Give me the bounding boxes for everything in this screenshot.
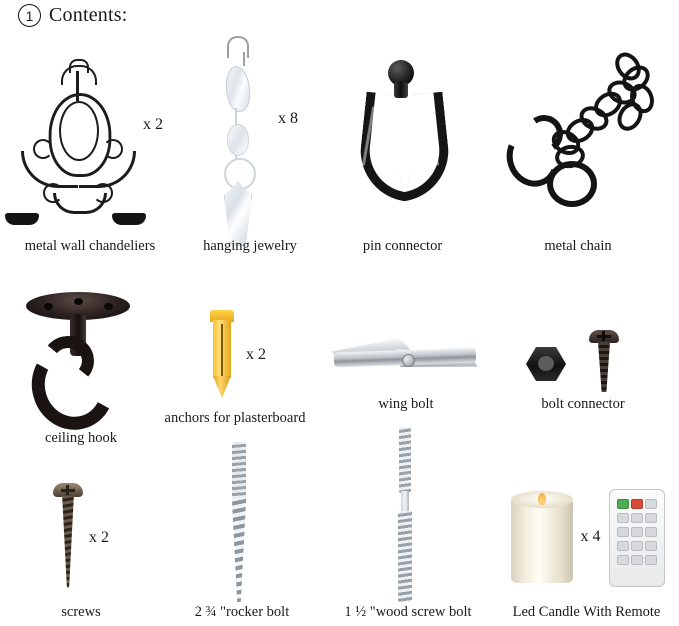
wing-bolt-caption: wing bolt (378, 396, 434, 412)
pin-connector-caption: pin connector (362, 238, 443, 254)
wing-bolt-illustration (330, 318, 482, 398)
hanging-jewelry-quantity: x 8 (278, 110, 298, 127)
bolt-connector-caption: bolt connector (541, 396, 625, 412)
pin-connector-caption-wrap (330, 238, 475, 255)
screws-caption: screws (61, 604, 101, 620)
led-candle-caption-wrap (494, 604, 679, 621)
rocker-bolt-icon (226, 442, 252, 602)
anchors-quantity: x 2 (246, 346, 266, 363)
item-anchors-for-plasterboard (140, 300, 330, 410)
page-title: Contents: (49, 4, 128, 26)
wing-bolt-icon (330, 328, 476, 388)
screw-icon (53, 483, 83, 593)
item-metal-wall-chandeliers (0, 40, 180, 210)
hanging-jewelry-illustration (170, 34, 330, 204)
screws-quantity: x 2 (89, 528, 109, 546)
item-hanging-jewelry (170, 34, 330, 204)
pin-connector-illustration (330, 44, 475, 214)
item-ceiling-hook (0, 290, 162, 420)
item-bolt-connector (488, 328, 678, 398)
led-candle-icon (511, 491, 573, 583)
crystal-pendant-icon (202, 32, 272, 207)
anchors-caption: anchors for plasterboard (164, 410, 306, 426)
ceiling-hook-icon (18, 290, 138, 420)
nut-and-bolt-icon (589, 330, 619, 396)
pin-connector-icon (345, 54, 455, 204)
metal-wall-chandeliers-illustration (0, 40, 180, 210)
item-wood-screw-bolt (328, 425, 488, 603)
bolt-connector-caption-wrap (488, 396, 678, 413)
metal-wall-chandeliers-caption-wrap (0, 238, 180, 255)
hanging-jewelry-caption: hanging jewelry (203, 238, 297, 254)
metal-wall-chandeliers-quantity: x 2 (143, 116, 163, 133)
bolt-connector-illustration (488, 328, 678, 398)
threaded-rod-icon (394, 427, 416, 602)
rocker-bolt-caption: 2 ¾ "rocker bolt (194, 604, 290, 620)
anchors-illustration (140, 300, 330, 410)
wing-bolt-caption-wrap (330, 396, 482, 413)
item-screws (0, 480, 162, 595)
led-candle-caption: Led Candle With Remote (512, 604, 661, 620)
ceiling-hook-caption-wrap (0, 430, 162, 447)
wood-screw-bolt-caption-wrap (328, 604, 488, 621)
rocker-bolt-caption-wrap (162, 604, 322, 621)
wood-screw-bolt-caption: 1 ½ "wood screw bolt (344, 604, 472, 620)
wood-screw-bolt-illustration (328, 425, 488, 603)
screws-illustration (0, 480, 162, 595)
ceiling-hook-caption: ceiling hook (44, 430, 118, 446)
hanging-jewelry-caption-wrap (170, 238, 330, 255)
item-rocker-bolt (162, 442, 322, 602)
screws-caption-wrap (0, 604, 162, 621)
item-wing-bolt (330, 318, 482, 398)
chain-icon (495, 49, 655, 209)
remote-control-icon (609, 489, 663, 585)
hex-nut-icon (525, 343, 567, 383)
metal-chain-caption: metal chain (544, 238, 612, 254)
wall-anchor-icon (204, 310, 240, 400)
step-number-badge: 1 (18, 4, 41, 27)
rocker-bolt-illustration (162, 442, 322, 602)
item-pin-connector (330, 44, 475, 214)
led-candle-quantity: x 4 (580, 528, 601, 545)
item-led-candle-with-remote (494, 482, 679, 592)
metal-chain-caption-wrap (478, 238, 678, 255)
metal-wall-chandeliers-caption: metal wall chandeliers (24, 238, 156, 254)
metal-chain-illustration (478, 44, 678, 214)
anchors-caption-wrap (140, 410, 330, 427)
page-header (18, 4, 127, 27)
ceiling-hook-illustration (0, 290, 162, 420)
chandelier-icon (17, 43, 137, 208)
led-candle-illustration (494, 482, 679, 592)
item-metal-chain (478, 44, 678, 214)
